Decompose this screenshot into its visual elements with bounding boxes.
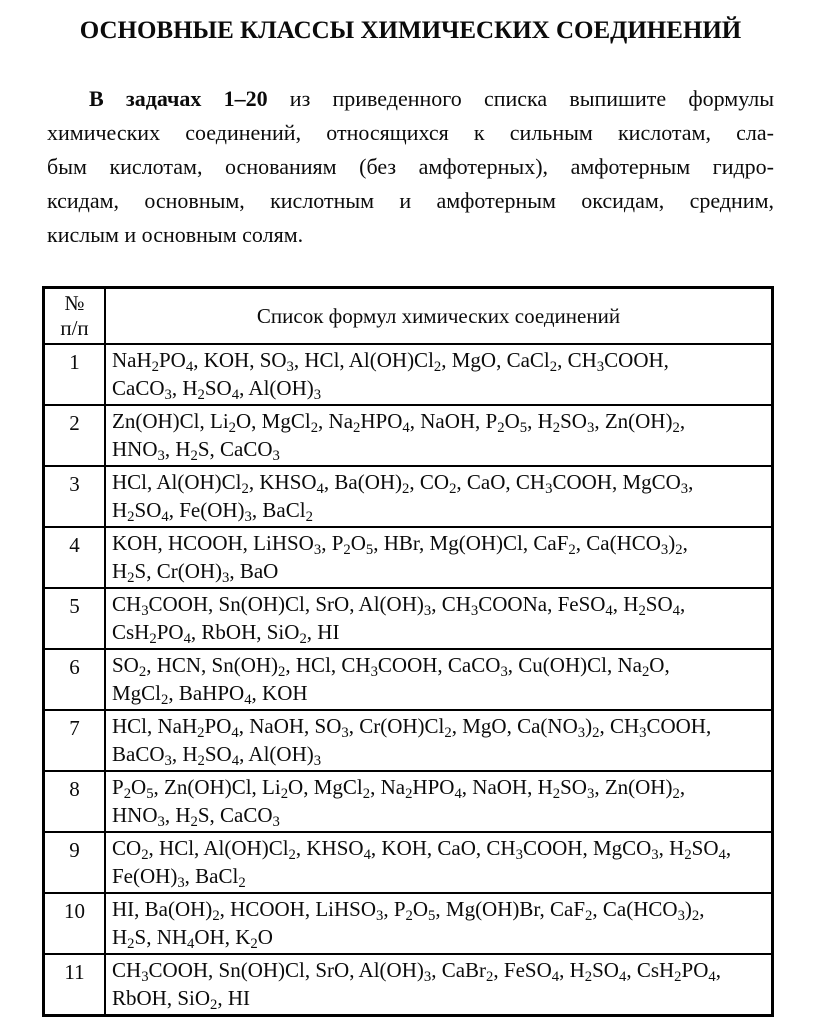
header-num-line1: № <box>64 291 85 315</box>
row-number: 7 <box>44 710 106 771</box>
row-number: 4 <box>44 527 106 588</box>
intro-line-1-rest: из приведенного списка выпишите формулы <box>267 86 774 111</box>
row-number: 9 <box>44 832 106 893</box>
formula-line: $HNO_3$, $H_2S$, CaCO$_3$ <box>112 437 280 464</box>
formula-line: $CH_3COOH$, Sn(OH)Cl, SrO, $Al(OH)_3$, CaBr$_2$, FeSO$_4$, $H_2SO_4$, $CsH_2PO_4$, <box>112 958 721 985</box>
formula-line: $SO_2$, HCN, $Sn(OH)_2$, HCl, $CH_3COOH$, CaCO$_3$, Cu(OH)Cl, $Na_2O$, <box>112 653 670 680</box>
row-number: 1 <box>44 344 106 405</box>
header-num-line2: п/п <box>60 316 89 340</box>
row-number: 10 <box>44 893 106 954</box>
row-number: 2 <box>44 405 106 466</box>
table-row <box>44 771 773 832</box>
formula-line: $CH_3COOH$, Sn(OH)Cl, SrO, $Al(OH)_3$, $CH_3COONa$, FeSO$_4$, $H_2SO_4$, <box>112 592 686 619</box>
table-row <box>44 710 773 771</box>
row-formulas <box>105 832 773 893</box>
table-row <box>44 893 773 954</box>
formula-line: $CO_2$, HCl, $Al(OH)Cl_2$, $KHSO_4$, KOH, CaO, $CH_3COOH$, MgCO$_3$, $H_2SO_4$, <box>112 836 732 863</box>
row-formulas <box>105 466 773 527</box>
formula-line: $CsH_2PO_4$, RbOH, SiO$_2$, HI <box>112 620 340 647</box>
row-formulas <box>105 588 773 649</box>
row-formulas <box>105 405 773 466</box>
table-row <box>44 954 773 1016</box>
table-row <box>44 832 773 893</box>
row-formulas <box>105 649 773 710</box>
formula-line: $H_2SO_4$, $Fe(OH)_3$, BaCl$_2$ <box>112 498 313 525</box>
table-row <box>44 649 773 710</box>
row-number: 5 <box>44 588 106 649</box>
row-formulas <box>105 527 773 588</box>
row-formulas <box>105 954 773 1016</box>
header-cell-list: Список формул химических соединений <box>105 288 773 345</box>
header-cell-num <box>44 288 106 345</box>
header-row <box>44 288 773 345</box>
formula-line: RbOH, SiO$_2$, HI <box>112 986 251 1013</box>
formula-line: HCl, $Al(OH)Cl_2$, $KHSO_4$, $Ba(OH)_2$, $CO_2$, CaO, $CH_3COOH$, MgCO$_3$, <box>112 470 694 497</box>
table-row <box>44 466 773 527</box>
row-number: 6 <box>44 649 106 710</box>
compounds-table <box>42 286 774 1017</box>
intro-line-4: ксидам, основным, кислотным и амфотерным оксидам, средним, <box>47 188 774 213</box>
row-formulas <box>105 893 773 954</box>
intro-line-2: химических соединений, относящихся к сильным кислотам, сла- <box>47 120 774 145</box>
formula-line: $P_2O_5$, Zn(OH)Cl, $Li_2O$, MgCl$_2$, $Na_2HPO_4$, NaOH, $H_2SO_3$, $Zn(OH)_2$, <box>112 775 686 802</box>
intro-bold-lead: В задачах 1–20 <box>89 86 268 111</box>
formula-line: BaCO$_3$, $H_2SO_4$, $Al(OH)_3$ <box>112 742 322 769</box>
row-number: 3 <box>44 466 106 527</box>
table-row <box>44 405 773 466</box>
formula-line: CaCO$_3$, $H_2SO_4$, $Al(OH)_3$ <box>112 376 322 403</box>
intro-paragraph <box>47 82 774 252</box>
formula-line: $H_2S$, $Cr(OH)_3$, BaO <box>112 559 279 586</box>
formula-line: KOH, HCOOH, LiHSO$_3$, $P_2O_5$, HBr, Mg(OH)Cl, CaF$_2$, $Ca(HCO_3)_2$, <box>112 531 688 558</box>
table-row <box>44 527 773 588</box>
formula-line: MgCl$_2$, BaHPO$_4$, KOH <box>112 681 308 708</box>
row-number: 8 <box>44 771 106 832</box>
formula-line: $NaH_2PO_4$, KOH, $SO_3$, HCl, $Al(OH)Cl_2$, MgO, CaCl$_2$, $CH_3COOH$, <box>112 348 669 375</box>
table-header <box>44 288 773 345</box>
formula-line: $HNO_3$, $H_2S$, CaCO$_3$ <box>112 803 280 830</box>
row-formulas <box>105 710 773 771</box>
formula-line: HCl, $NaH_2PO_4$, NaOH, $SO_3$, $Cr(OH)Cl_2$, MgO, $Ca(NO_3)_2$, $CH_3COOH$, <box>112 714 712 741</box>
formula-line: Zn(OH)Cl, $Li_2O$, MgCl$_2$, $Na_2HPO_4$, NaOH, $P_2O_5$, $H_2SO_3$, $Zn(OH)_2$, <box>112 409 686 436</box>
table-row <box>44 588 773 649</box>
table-body <box>44 344 773 1016</box>
row-formulas <box>105 344 773 405</box>
formula-line: HI, $Ba(OH)_2$, HCOOH, LiHSO$_3$, $P_2O_5$, Mg(OH)Br, CaF$_2$, $Ca(HCO_3)_2$, <box>112 897 705 924</box>
formula-line: $H_2S$, $NH_4OH$, $K_2O$ <box>112 925 273 952</box>
table-row <box>44 344 773 405</box>
intro-line-1 <box>47 82 774 116</box>
intro-line-5: кислым и основным солям. <box>47 222 304 247</box>
formula-line: $Fe(OH)_3$, BaCl$_2$ <box>112 864 246 891</box>
row-number: 11 <box>44 954 106 1016</box>
row-formulas <box>105 771 773 832</box>
page-title: ОСНОВНЫЕ КЛАССЫ ХИМИЧЕСКИХ СОЕДИНЕНИЙ <box>79 17 742 44</box>
intro-line-3: бым кислотам, основаниям (без амфотерных), амфотерным гидро- <box>47 154 774 179</box>
